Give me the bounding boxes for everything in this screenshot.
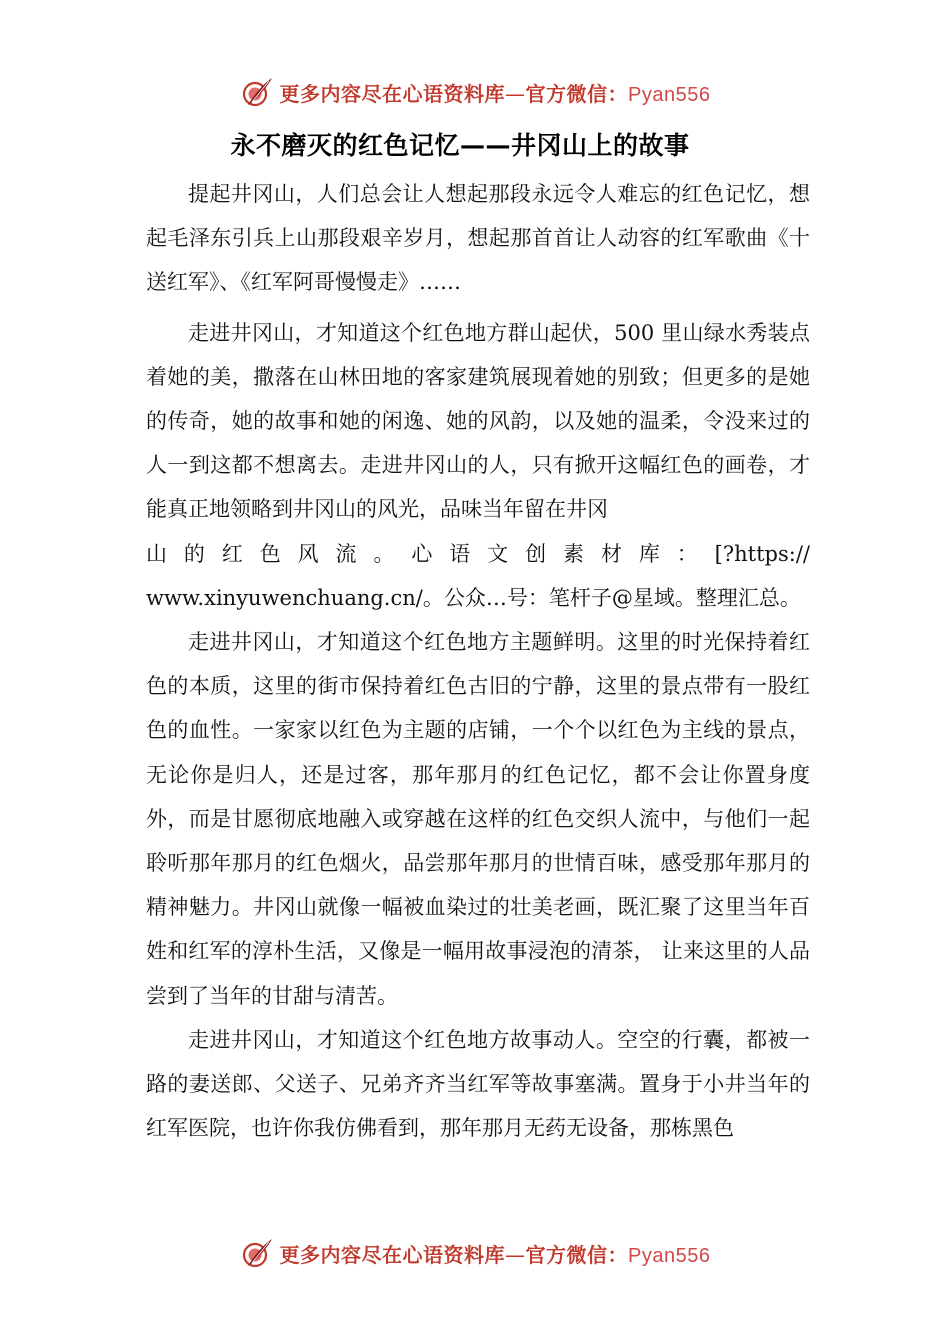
header-banner [0,72,950,112]
document-title: 永不磨灭的红色记忆——井冈山上的故事 [230,131,690,160]
footer-banner-handle: Pyan556 [628,1244,711,1267]
paragraph-3: 走进井冈山，才知道这个红色地方主题鲜明。这里的时光保持着红色的本质，这里的街市保持着红色古旧的宁静，这里的景点带有一股红色的血性。一家家以红色为主题的店铺，一个个以红色为主线的景点，无论你是归人，还是过客，那年那月的红色记忆，都不会让你置身度外，而是甘愿彻底地融入或穿越在这样的红色交织人流中，与他们一起聆听那年那月的红色烟火，品尝那年那月的世情百味，感受那年那月的精神魅力。井冈山就像一幅被血染过的壮美老画，既汇聚了这里当年百姓和红军的淳朴生活，又像是一幅用故事浸泡的清茶， 让来这里的人品尝到了当年的甘甜与清苦。 [146,630,810,1008]
footer-banner-main: 更多内容尽在心语资料库 [279,1242,506,1267]
quill-seal-logo-icon [240,75,274,109]
header-banner-separator: — [505,81,526,106]
footer-banner-official: 官方微信： [525,1242,629,1267]
paragraph-2-url-line: www.xinyuwenchuang.cn/。公众…号：笔杆子@星域。整理汇总。 [146,585,801,610]
header-banner-official: 官方微信： [525,81,629,106]
quill-seal-logo-icon [240,1236,274,1270]
header-banner-handle: Pyan556 [628,83,711,106]
footer-banner-text [280,1239,711,1268]
header-banner-main: 更多内容尽在心语资料库 [279,81,506,106]
paragraph-4: 走进井冈山，才知道这个红色地方故事动人。空空的行囊，都被一路的妻送郎、父送子、兄弟齐齐当红军等故事塞满。置身于小井当年的红军医院，也许你我仿佛看到，那年那月无药无设备，那栋黑色 [146,1027,810,1141]
paragraph-2-spaced-line: 山的红色风流。心语文创素材库：[?https:// [146,541,810,566]
footer-banner [0,1233,950,1273]
paragraph-2-text: 走进井冈山，才知道这个红色地方群山起伏，500 里山绿水秀装点着她的美，撒落在山林田地的客家建筑展现着她的别致；但更多的是她的传奇，她的故事和她的闲逸、她的风韵，以及她的温柔，令没来过的人一到这都不想离去。走进井冈山的人，只有掀开这幅红色的画卷，才能真正地领略到井冈山的风光，品味当年留在井冈 [146,320,810,522]
document-body [146,172,810,1150]
paragraph-1: 提起井冈山，人们总会让人想起那段永远令人难忘的红色记忆，想起毛泽东引兵上山那段艰辛岁月，想起那首首让人动容的红军歌曲《十送红军》、《红军阿哥慢慢走》…… [146,182,810,295]
header-banner-text [280,78,711,107]
footer-banner-separator: — [505,1242,526,1267]
paragraph-2 [146,311,810,620]
